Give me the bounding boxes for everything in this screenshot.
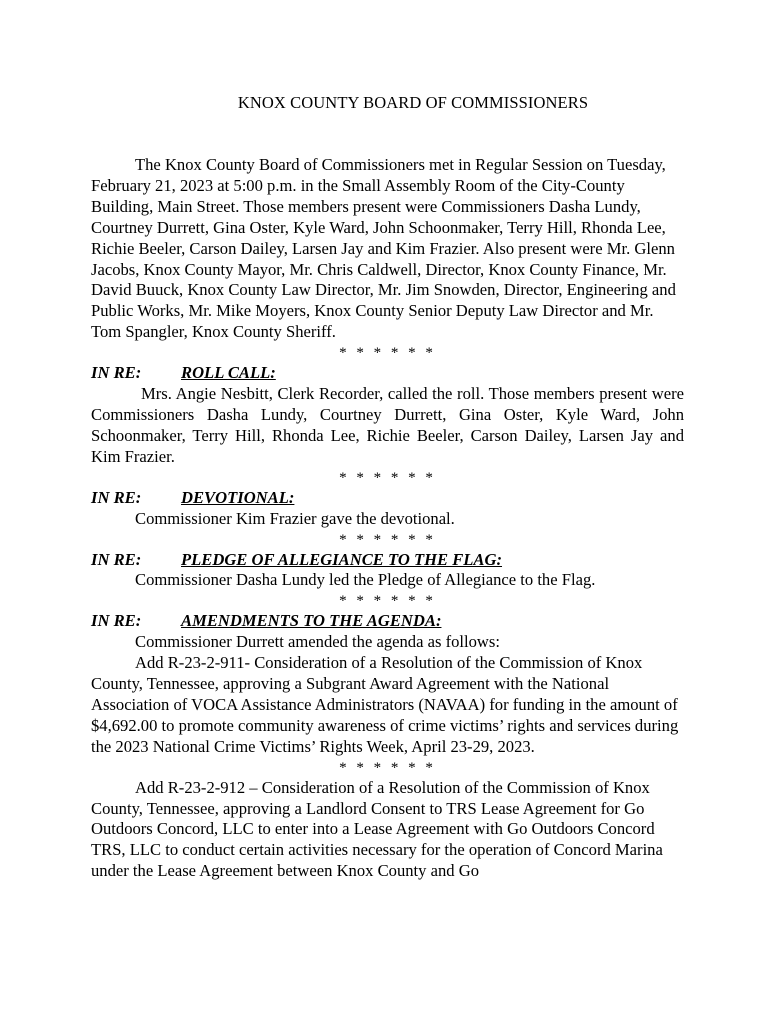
opening-paragraph: The Knox County Board of Commissioners met in Regular Session on Tuesday, February 21, 2023 at 5:00 p.m. in the Small Assembly Room of the City-County Building, Main Street. Those members present were Commissioners Dasha Lundy, Courtney Durrett, Gina Oster, Kyle Ward, John Schoonmaker, Terry Hill, Rhonda Lee, Richie Beeler, Carson Dailey, Larsen Jay and Kim Frazier. Also present were Mr. Glenn Jacobs, Knox County Mayor, Mr. Chris Caldwell, Director, Knox County Finance, Mr. David Buuck, Knox County Law Director, Mr. Jim Snowden, Director, Engineering and Public Works, Mr. Mike Moyers, Knox County Senior Deputy Law Director and Mr. Tom Spangler, Knox County Sheriff. bbox=[91, 155, 676, 342]
opening-block bbox=[91, 155, 684, 882]
section-tag: IN RE: bbox=[91, 611, 142, 631]
separator: * * * * * * bbox=[339, 345, 436, 362]
separator: * * * * * * bbox=[339, 759, 436, 776]
section-heading-pledge bbox=[91, 550, 684, 571]
section-tag: IN RE: bbox=[91, 487, 142, 507]
amendments-intro: Commissioner Durrett amended the agenda as follows: bbox=[135, 632, 500, 652]
devotional-text: Commissioner Kim Frazier gave the devotional. bbox=[135, 508, 455, 528]
section-title: ROLL CALL: bbox=[181, 363, 276, 383]
separator: * * * * * * bbox=[339, 531, 436, 548]
section-tag: IN RE: bbox=[91, 549, 142, 569]
section-tag: IN RE: bbox=[91, 363, 142, 383]
document-title: KNOX COUNTY BOARD OF COMMISSIONERS bbox=[237, 93, 589, 112]
section-heading-devotional bbox=[91, 488, 684, 509]
amendment-item-911: Add R-23-2-911- Consideration of a Resolution of the Commission of Knox County, Tennessee, approving a Subgrant Award Agreement with the National Association of VOCA Assistance Administrators (NAVAA) for funding in the amount of $4,692.00 to promote community awareness of crime victims’ rights and services during the 2023 National Crime Victims’ Rights Week, April 23-29, 2023. bbox=[91, 653, 679, 756]
section-heading-amendments bbox=[91, 611, 684, 632]
separator: * * * * * * bbox=[339, 593, 436, 610]
roll-call-paragraph: Mrs. Angie Nesbitt, Clerk Recorder, called the roll. Those members present were Commissioners Dasha Lundy, Courtney Durrett, Gina Oster, Kyle Ward, John Schoonmaker, Terry Hill, Rhonda Lee, Richie Beeler, Carson Dailey, Larsen Jay and Kim Frazier. bbox=[91, 384, 684, 466]
section-title: DEVOTIONAL: bbox=[181, 487, 295, 507]
pledge-text: Commissioner Dasha Lundy led the Pledge of Allegiance to the Flag. bbox=[135, 570, 596, 590]
section-title: PLEDGE OF ALLEGIANCE TO THE FLAG: bbox=[181, 549, 503, 569]
amendment-item-912: Add R-23-2-912 – Consideration of a Resolution of the Commission of Knox County, Tennessee, approving a Landlord Consent to TRS Lease Agreement for Go Outdoors Concord, LLC to enter into a Lease Agreement with Go Outdoors Concord TRS, LLC to conduct certain activities necessary for the operation of Concord Marina under the Lease Agreement between Knox County and Go bbox=[91, 777, 663, 881]
section-title: AMENDMENTS TO THE AGENDA: bbox=[181, 611, 442, 631]
separator: * * * * * * bbox=[339, 469, 436, 486]
section-heading-roll-call bbox=[91, 363, 684, 384]
